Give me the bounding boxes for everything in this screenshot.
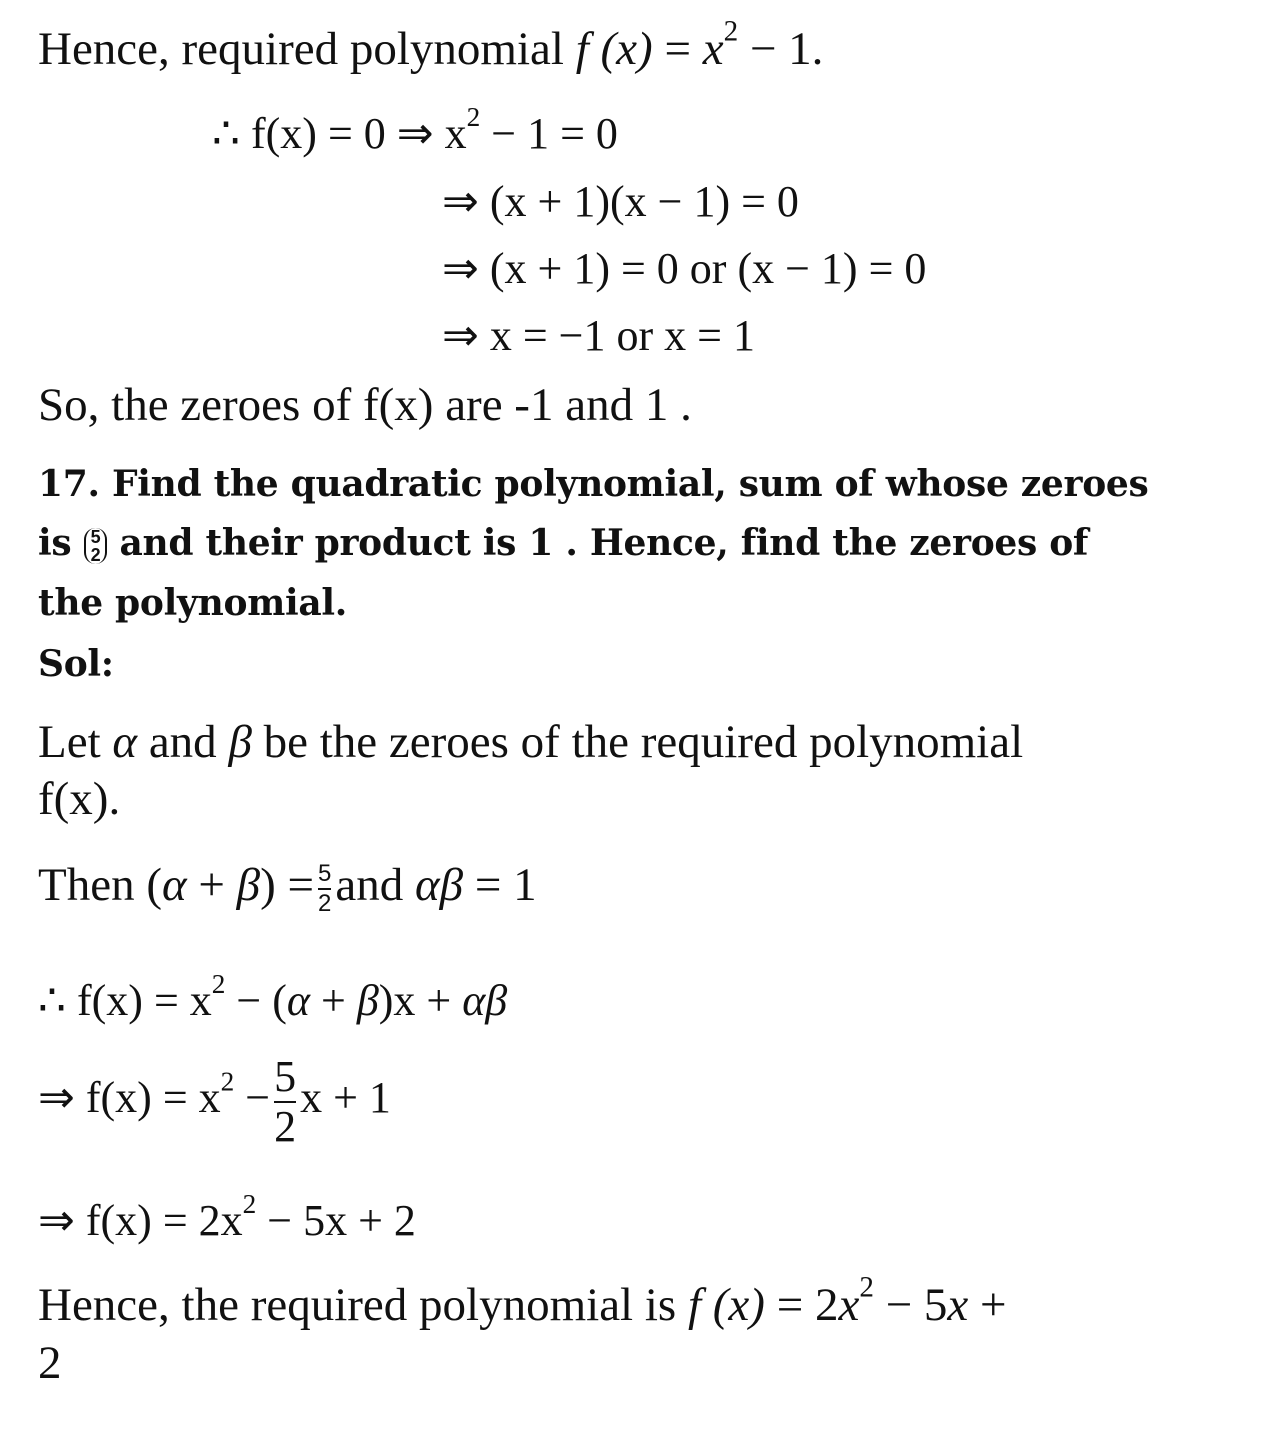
text: = 1 [463, 859, 537, 911]
beta-symbol: β [236, 859, 261, 911]
derivation-step-4: ⇒ x = −1 or x = 1 [442, 311, 755, 360]
text: is [38, 522, 72, 564]
alpha-beta-symbol: αβ [462, 976, 508, 1025]
final-answer [38, 1271, 1007, 1332]
text: − [234, 1073, 271, 1123]
text: Then ( [38, 859, 162, 911]
fraction [274, 1052, 297, 1151]
let-statement [38, 715, 1023, 769]
beta-symbol: β [356, 976, 379, 1025]
fx-general-form [38, 969, 508, 1026]
text: Let [38, 716, 113, 768]
alpha-beta-symbol: αβ [415, 859, 464, 911]
text: x + 1 [300, 1073, 391, 1123]
text: ∴ f(x) = 0 ⇒ x [212, 109, 467, 158]
function-symbol: f (x) [687, 1279, 765, 1331]
variable: x [947, 1279, 969, 1331]
text: + [309, 976, 357, 1025]
alpha-symbol: α [161, 859, 187, 911]
text: + [186, 859, 237, 911]
zeroes-conclusion: So, the zeroes of f(x) are -1 and 1 . [38, 379, 692, 431]
final-answer-cont: 2 [38, 1337, 62, 1389]
beta-symbol: β [228, 716, 252, 768]
denominator: 2 [274, 1102, 297, 1151]
numerator: 5 [90, 527, 101, 547]
exponent: 2 [723, 15, 739, 48]
variable: x [702, 23, 724, 75]
result-statement [38, 15, 824, 76]
question-line-3: the polynomial. [38, 582, 348, 624]
text: and [137, 716, 229, 768]
exponent: 2 [859, 1271, 874, 1304]
text: + [968, 1279, 1007, 1331]
variable: x [838, 1279, 860, 1331]
then-statement [38, 858, 537, 916]
exponent: 2 [211, 969, 226, 1000]
numerator: 5 [274, 1052, 297, 1101]
denominator: 2 [318, 890, 332, 918]
fraction [318, 862, 331, 916]
exponent: 2 [466, 102, 481, 133]
text: ∴ f(x) = x [38, 976, 212, 1025]
text: )x + [378, 976, 463, 1025]
text: Hence, the required polynomial is [38, 1279, 688, 1331]
fx-substituted [38, 1052, 391, 1151]
text: = 2 [764, 1279, 839, 1331]
denominator: 2 [90, 545, 101, 565]
derivation-step-2: ⇒ (x + 1)(x − 1) = 0 [442, 177, 799, 226]
alpha-symbol: α [286, 976, 310, 1025]
text: ⇒ f(x) = 2x [38, 1196, 243, 1245]
text: ⇒ f(x) = x [38, 1073, 221, 1123]
question-line-2 [38, 522, 1088, 564]
numerator: 5 [318, 860, 332, 888]
text: − ( [225, 976, 287, 1025]
text: − 1 = 0 [480, 109, 618, 158]
function-symbol: f (x) [575, 23, 653, 75]
exponent: 2 [242, 1189, 257, 1220]
exponent: 2 [220, 1066, 235, 1097]
alpha-symbol: α [112, 716, 138, 768]
text: ) = [260, 859, 315, 911]
derivation-step-3: ⇒ (x + 1) = 0 or (x − 1) = 0 [442, 244, 927, 293]
text: and their product is 1 . Hence, find the zeroes of [119, 522, 1089, 564]
text: − 5 [873, 1279, 948, 1331]
text: − 1. [738, 23, 824, 75]
text: Hence, required polynomial [38, 23, 576, 75]
text: = [652, 23, 703, 75]
sol-label: Sol: [38, 643, 114, 685]
fraction-five-halves [84, 528, 108, 564]
text: and [335, 859, 415, 911]
let-statement-cont: f(x). [38, 773, 121, 825]
question-line-1: 17. Find the quadratic polynomial, sum of whose zeroes [38, 463, 1149, 505]
fx-simplified [38, 1189, 416, 1246]
text: − 5x + 2 [256, 1196, 416, 1245]
derivation-step-1 [212, 102, 618, 159]
text: be the zeroes of the required polynomial [251, 716, 1024, 768]
